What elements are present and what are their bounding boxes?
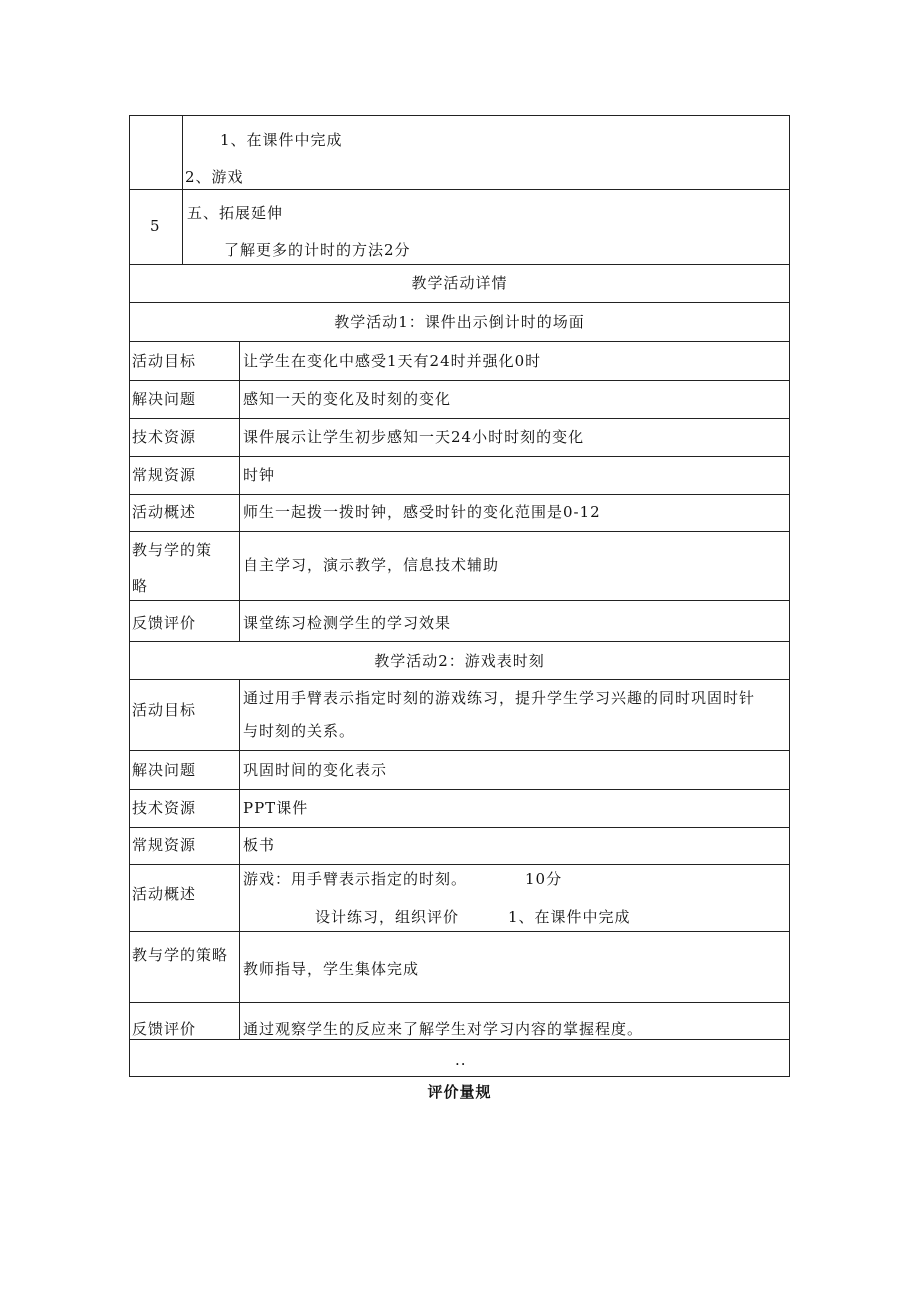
activity2-title: 教学活动2：游戏表时刻 xyxy=(374,652,545,670)
details-header: 教学活动详情 xyxy=(411,274,508,292)
row-divider xyxy=(129,827,790,828)
activity1-label-overview: 活动概述 xyxy=(132,503,197,521)
activity2-value-overview-line2b: 1、在课件中完成 xyxy=(508,908,631,926)
row-divider xyxy=(129,189,790,190)
row-divider xyxy=(129,264,790,265)
row-divider xyxy=(129,456,790,457)
activity2-value-problem: 巩固时间的变化表示 xyxy=(243,761,388,779)
activity1-value-tech: 课件展示让学生初步感知一天24小时时刻的变化 xyxy=(243,428,585,446)
row5-title: 五、拓展延伸 xyxy=(187,204,284,222)
row-divider xyxy=(129,750,790,751)
step-item-2: 2、游戏 xyxy=(185,168,244,186)
activity2-value-resource: 板书 xyxy=(243,836,276,854)
row-divider xyxy=(129,931,790,932)
evaluation-rubric-caption: 评价量规 xyxy=(427,1083,492,1101)
row-divider xyxy=(129,789,790,790)
row-divider xyxy=(129,418,790,419)
row-divider xyxy=(129,115,790,116)
activity1-value-goal: 让学生在变化中感受1天有24时并强化0时 xyxy=(243,352,542,370)
footer-dots: .. xyxy=(455,1051,467,1069)
activity1-value-resource: 时钟 xyxy=(243,466,276,484)
activity2-value-strategy: 教师指导，学生集体完成 xyxy=(243,960,420,978)
activity1-value-problem: 感知一天的变化及时刻的变化 xyxy=(243,390,452,408)
row-divider xyxy=(129,302,790,303)
activity2-value-overview-line1: 游戏：用手臂表示指定的时刻。 xyxy=(243,870,468,888)
activity2-label-strategy: 教与学的策略 xyxy=(132,946,229,964)
activity1-label-problem: 解决问题 xyxy=(132,390,197,408)
activity2-value-tech: PPT课件 xyxy=(243,799,309,817)
column-divider xyxy=(239,679,240,1039)
activity2-value-goal-line2: 与时刻的关系。 xyxy=(243,722,356,740)
activity1-value-overview: 师生一起拨一拨时钟，感受时针的变化范围是0-12 xyxy=(243,503,601,521)
row-divider xyxy=(129,341,790,342)
row5-number: 5 xyxy=(150,217,161,235)
table-right-border xyxy=(789,115,790,1077)
table-bottom-border xyxy=(129,1076,790,1077)
activity1-label-goal: 活动目标 xyxy=(132,352,197,370)
activity2-label-tech: 技术资源 xyxy=(132,799,197,817)
activity1-value-strategy: 自主学习，演示教学，信息技术辅助 xyxy=(243,556,500,574)
activity1-value-feedback: 课堂练习检测学生的学习效果 xyxy=(243,614,452,632)
activity2-label-feedback: 反馈评价 xyxy=(132,1020,197,1038)
activity1-label-strategy-line2: 略 xyxy=(132,577,149,595)
activity2-value-overview-time: 10分 xyxy=(525,870,563,888)
row5-detail: 了解更多的计时的方法2分 xyxy=(224,241,411,259)
activity2-value-feedback: 通过观察学生的反应来了解学生对学习内容的掌握程度。 xyxy=(243,1020,644,1038)
activity1-label-tech: 技术资源 xyxy=(132,428,197,446)
row-divider xyxy=(129,864,790,865)
activity2-label-goal: 活动目标 xyxy=(132,701,197,719)
row-divider xyxy=(129,1039,790,1040)
activity1-label-resource: 常规资源 xyxy=(132,466,197,484)
activity2-value-goal-line1: 通过用手臂表示指定时刻的游戏练习，提升学生学习兴趣的同时巩固时针 xyxy=(243,689,756,707)
column-divider xyxy=(239,341,240,641)
row-divider xyxy=(129,531,790,532)
row-divider xyxy=(129,380,790,381)
row-divider xyxy=(129,679,790,680)
activity1-title: 教学活动1：课件出示倒计时的场面 xyxy=(334,313,585,331)
step-item-1: 1、在课件中完成 xyxy=(220,131,343,149)
activity2-value-overview-line2a: 设计练习，组织评价 xyxy=(315,908,460,926)
activity2-label-resource: 常规资源 xyxy=(132,836,197,854)
table-left-border xyxy=(129,115,130,1077)
row-divider xyxy=(129,494,790,495)
activity1-label-strategy-line1: 教与学的策 xyxy=(132,541,213,559)
activity2-label-overview: 活动概述 xyxy=(132,885,197,903)
column-divider xyxy=(182,115,183,264)
row-divider xyxy=(129,600,790,601)
row-divider xyxy=(129,641,790,642)
activity1-label-feedback: 反馈评价 xyxy=(132,614,197,632)
row-divider xyxy=(129,1002,790,1003)
activity2-label-problem: 解决问题 xyxy=(132,761,197,779)
